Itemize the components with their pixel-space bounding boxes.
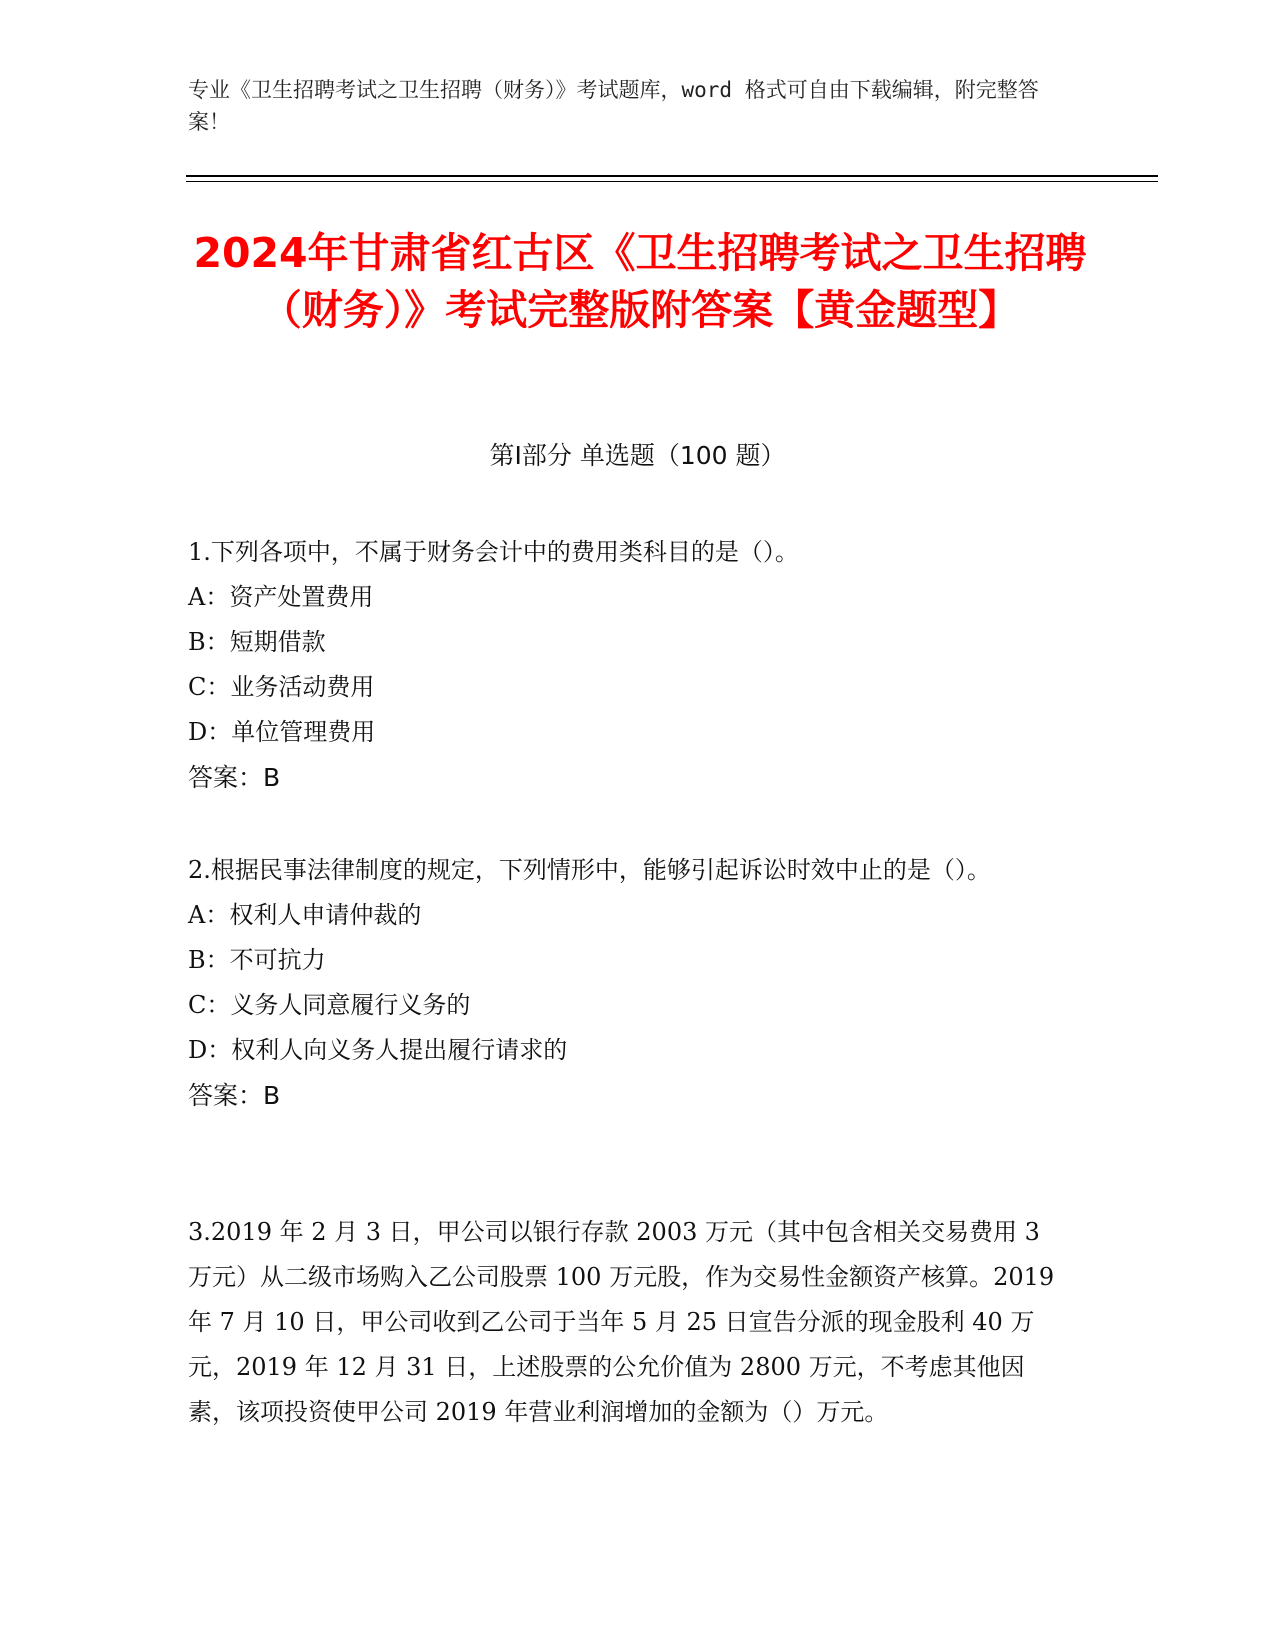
option-c: C：业务活动费用 [188,673,375,701]
question-2 [188,848,1088,1118]
header-divider-thick [186,175,1158,177]
question-1 [188,530,1088,800]
answer: 答案：B [188,1081,281,1110]
option-d: D：权利人向义务人提出履行请求的 [188,1036,568,1064]
question-text: 1.下列各项中，不属于财务会计中的费用类科目的是（）。 [188,538,799,566]
option-b: B：短期借款 [188,628,326,656]
answer: 答案：B [188,763,281,792]
section-heading: 第Ⅰ部分 单选题（100 题） [489,441,786,470]
header-divider-thin [186,181,1158,182]
document-title: 2024年甘肃省红古区《卫生招聘考试之卫生招聘（财务）》考试完整版附答案【黄金题型】 [193,229,1087,334]
question-text: 2.根据民事法律制度的规定，下列情形中，能够引起诉讼时效中止的是（）。 [188,856,991,884]
option-a: A：资产处置费用 [188,583,374,611]
option-d: D：单位管理费用 [188,718,376,746]
question-text: 3.2019 年 2 月 3 日，甲公司以银行存款 2003 万元（其中包含相关交易费用 3 万元）从二级市场购入乙公司股票 100 万元股，作为交易性金额资产核算。2019 年 7 月 10 日，甲公司收到乙公司于当年 5 月 25 日宣告分派的现金股利 40 万元，2019 年 12 月 31 日，上述股票的公允价值为 2800 万元，不考虑其他因素，该项投资使甲公司 2019 年营业利润增加的金额为（）万元。 [188,1218,1055,1426]
option-b: B：不可抗力 [188,946,326,974]
option-a: A：权利人申请仲裁的 [188,901,422,929]
header-note: 专业《卫生招聘考试之卫生招聘（财务）》考试题库，word 格式可自由下载编辑，附完整答案！ [188,78,1039,134]
question-3 [188,1210,1068,1435]
option-c: C：义务人同意履行义务的 [188,991,471,1019]
